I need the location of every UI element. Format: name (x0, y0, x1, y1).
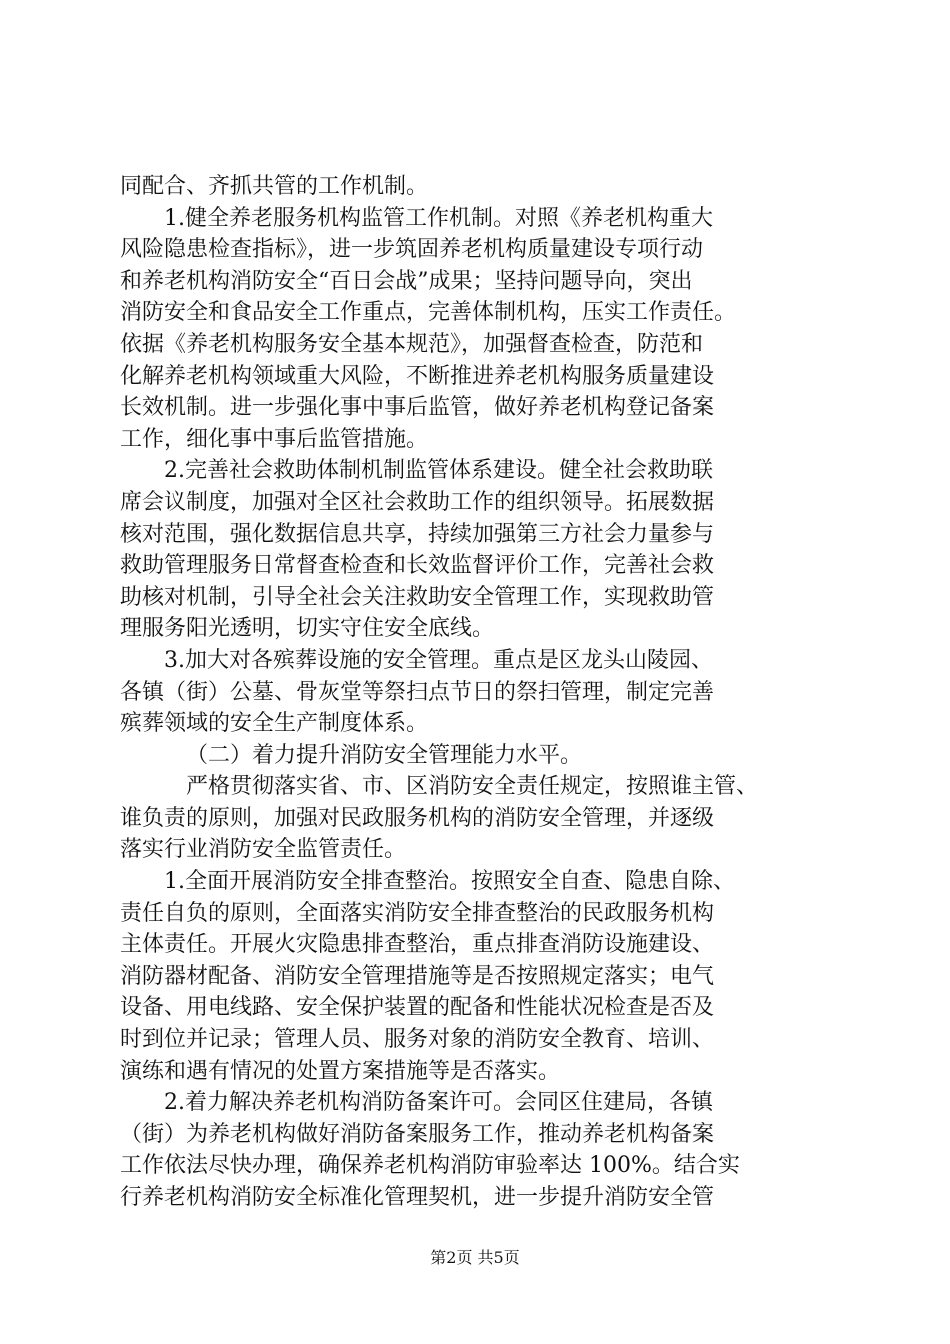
paragraph-heading-3: 3.加大对各殡葬设施的安全管理。重点是区龙头山陵园、 (164, 647, 713, 673)
paragraph-heading-1: 1.健全养老服务机构监管工作机制。对照《养老机构重大 (164, 205, 713, 231)
text-line: 谁负责的原则，加强对民政服务机构的消防安全管理，并逐级 (120, 805, 715, 831)
text-line: 和养老机构消防安全“百日会战”成果；坚持问题导向，突出 (120, 268, 693, 294)
text-line: 殡葬领域的安全生产制度体系。 (120, 711, 429, 737)
paragraph-heading-1: 1.全面开展消防安全排查整治。按照安全自查、隐患自除、 (164, 869, 735, 895)
text-line: 风险隐患检查指标》，进一步筑固养老机构质量建设专项行动 (120, 237, 704, 263)
page-number: 第2页 共5页 (430, 1248, 520, 1267)
text-line: 化解养老机构领域重大风险，不断推进养老机构服务质量建设 (120, 363, 715, 389)
text-line: 时到位并记录；管理人员、服务对象的消防安全教育、培训、 (120, 1027, 715, 1053)
text-line: 设备、用电线路、安全保护装置的配备和性能状况检查是否及 (120, 995, 715, 1021)
text-line: 长效机制。进一步强化事中事后监管，做好养老机构登记备案 (120, 395, 715, 421)
text-line: 席会议制度，加强对全区社会救助工作的组织领导。拓展数据 (120, 489, 715, 515)
text-line: 工作，细化事中事后监管措施。 (120, 426, 429, 452)
section-heading: （二）着力提升消防安全管理能力水平。 (186, 742, 583, 768)
text-line: 落实行业消防安全监管责任。 (120, 837, 407, 863)
text-line: 责任自负的原则，全面落实消防安全排查整治的民政服务机构 (120, 900, 715, 926)
text-line: 工作依法尽快办理，确保养老机构消防审验率达 100%。结合实 (120, 1153, 740, 1179)
text-line: 行养老机构消防安全标准化管理契机，进一步提升消防安全管 (120, 1185, 715, 1210)
text-line: 消防安全和食品安全工作重点，完善体制机构，压实工作责任。 (120, 300, 737, 326)
paragraph-heading-2: 2.着力解决养老机构消防备案许可。会同区住建局，各镇 (164, 1090, 713, 1116)
text-line: 主体责任。开展火灾隐患排查整治，重点排查消防设施建设、 (120, 932, 715, 958)
text-line: 助核对机制，引导全社会关注救助安全管理工作，实现救助管 (120, 584, 715, 610)
text-line: 消防器材配备、消防安全管理措施等是否按照规定落实；电气 (120, 963, 715, 989)
text-line: 救助管理服务日常督查检查和长效监督评价工作，完善社会救 (120, 553, 715, 579)
paragraph-heading-2: 2.完善社会救助体制机制监管体系建设。健全社会救助联 (164, 458, 713, 484)
text-line: 演练和遇有情况的处置方案措施等是否落实。 (120, 1058, 561, 1084)
text-line: 严格贯彻落实省、市、区消防安全责任规定，按照谁主管、 (186, 774, 759, 800)
text-line: 同配合、齐抓共管的工作机制。 (120, 174, 429, 199)
text-line: 依据《养老机构服务安全基本规范》，加强督查检查，防范和 (120, 331, 704, 357)
document-body (120, 171, 834, 1214)
text-line: 各镇（街）公墓、骨灰堂等祭扫点节日的祭扫管理，制定完善 (120, 679, 715, 705)
text-line: （街）为养老机构做好消防备案服务工作，推动养老机构备案 (120, 1121, 715, 1147)
text-line: 核对范围，强化数据信息共享，持续加强第三方社会力量参与 (120, 521, 715, 547)
text-line: 理服务阳光透明，切实守住安全底线。 (120, 616, 495, 642)
